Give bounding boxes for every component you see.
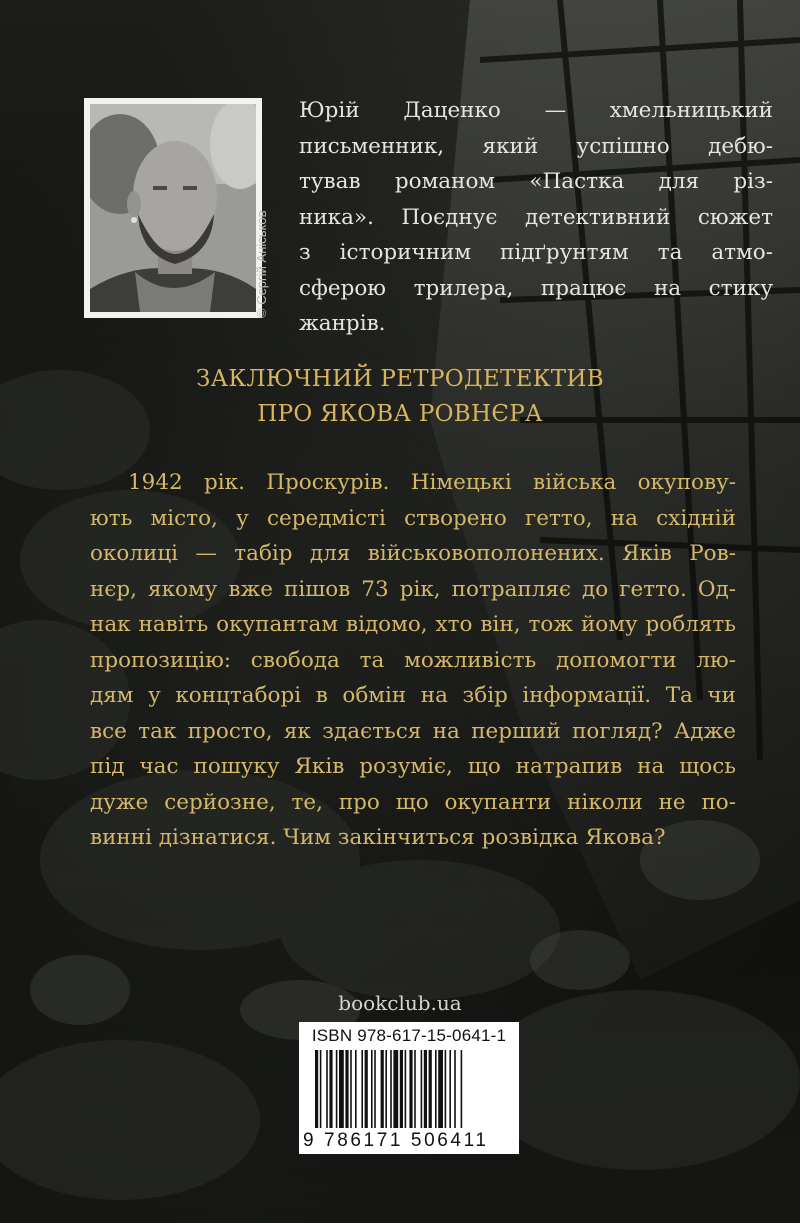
publisher-website: bookclub.ua: [338, 991, 462, 1015]
barcode-bar: [390, 1050, 392, 1128]
bio-line: сферою трилера, працює на стику: [299, 275, 773, 301]
photo-credit: © Сергій Аніськов: [254, 210, 269, 318]
bio-line: з історичним підґрунтям та атмо-: [299, 240, 773, 265]
blurb-line: ють місто, у середмісті створено гетто, на східній: [90, 505, 736, 531]
bio-line: письменник, який успішно дебю-: [299, 133, 773, 159]
isbn-text: ISBN 978-617-15-0641-1: [311, 1026, 507, 1045]
barcode-bar: [435, 1050, 437, 1128]
barcode-bar: [461, 1050, 463, 1128]
blurb-line: дям у концтаборі в обмін на збір інформації. Та чи: [90, 683, 736, 708]
barcode-bar: [355, 1050, 357, 1128]
barcode-bar: [400, 1050, 403, 1128]
barcode-bar: [445, 1050, 447, 1128]
author-portrait: [90, 104, 256, 312]
barcode-bar: [393, 1050, 398, 1128]
barcode-bar: [449, 1050, 451, 1128]
blurb-line: нєр, якому вже пішов 73 рік, потрапляє до гетто. Од-: [90, 576, 736, 602]
blurb-line: під час пошуку Яків розуміє, що натрапив на щось: [90, 754, 736, 779]
barcode-bar: [409, 1050, 412, 1128]
barcode-bar: [374, 1050, 376, 1128]
blurb-line: все так просто, як здається на перший погляд? Адже: [90, 718, 736, 744]
blurb-line: пропозицію: свобода та можливість допомогти лю-: [90, 647, 736, 673]
blurb-line: дуже серйозне, те, про що окупанти ніколи не по-: [90, 789, 736, 815]
headline-line-1: ЗАКЛЮЧНИЙ РЕТРОДЕТЕКТИВ: [195, 366, 604, 392]
author-photo: [84, 98, 262, 318]
headline: [0, 362, 800, 432]
barcode-bar: [429, 1050, 432, 1128]
headline-line-2: ПРО ЯКОВА РОВНЄРА: [257, 401, 543, 427]
barcode-bar: [320, 1050, 322, 1128]
blurb-line: околиці — табір для військовополонених. Яків Ров-: [90, 541, 736, 566]
barcode-bar: [421, 1050, 423, 1128]
bio-line: жанрів.: [299, 311, 386, 336]
barcode-bar: [345, 1050, 348, 1128]
barcode-bar: [336, 1050, 338, 1128]
author-bio: [299, 93, 773, 342]
blurb-line: 1942 рік. Проскурів. Німецькі війська окупову-: [128, 470, 736, 495]
barcode-bar: [438, 1050, 443, 1128]
bio-line: Юрій Даценко — хмельницький: [299, 98, 773, 123]
bio-line: ника». Поєднує детективний сюжет: [299, 204, 773, 230]
blurb-line: винні дізнатися. Чим закінчиться розвідка Якова?: [90, 825, 666, 850]
barcode-bar: [385, 1050, 387, 1128]
barcode-bar: [405, 1050, 407, 1128]
barcode-digits: 9 786171 506411: [303, 1130, 489, 1151]
barcode-bar: [381, 1050, 384, 1128]
barcode-bar: [326, 1050, 328, 1128]
bio-line: тував романом «Пастка для різ-: [299, 169, 773, 194]
barcode-bar: [365, 1050, 368, 1128]
barcode-bar: [361, 1050, 363, 1128]
barcode-bar: [424, 1050, 427, 1128]
barcode-bar: [329, 1050, 332, 1128]
blurb-line: нак навіть окупантам відомо, хто він, тож йому роблять: [90, 612, 736, 637]
barcode-label: [299, 1022, 519, 1154]
barcode-bar: [339, 1050, 344, 1128]
barcode-bar: [414, 1050, 416, 1128]
book-blurb: [90, 465, 736, 856]
author-portrait-image: [90, 104, 256, 312]
barcode-bar: [315, 1050, 318, 1128]
barcode-bar: [371, 1050, 373, 1128]
barcode-bar: [454, 1050, 456, 1128]
barcode-bar: [350, 1050, 352, 1128]
